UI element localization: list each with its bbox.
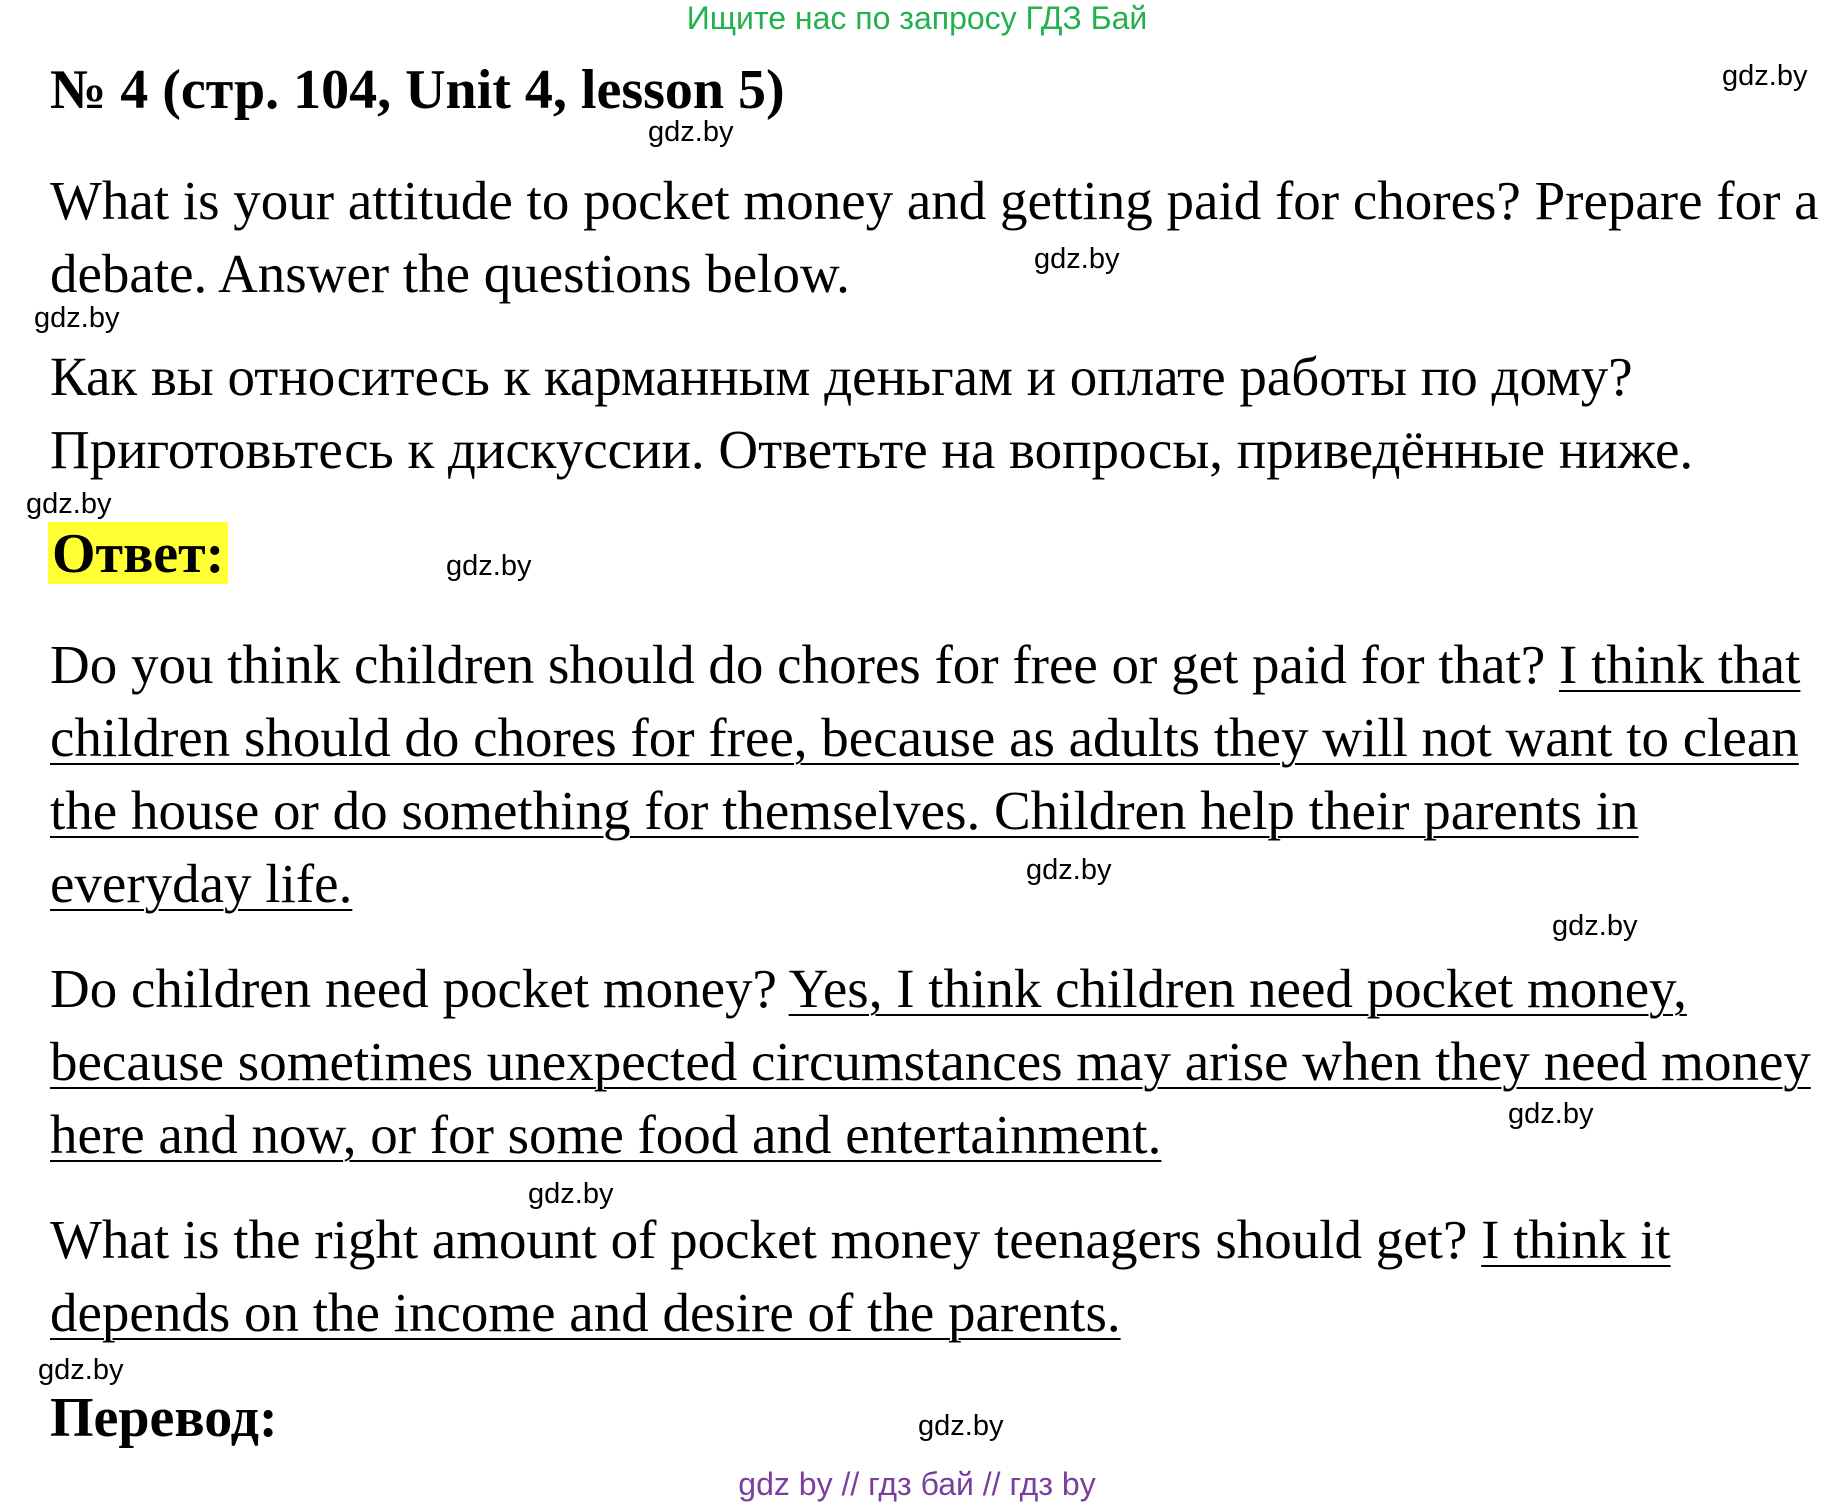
watermark: gdz.by: [38, 1354, 124, 1386]
answer-label: Ответ:: [48, 522, 228, 584]
translation-label: Перевод:: [50, 1387, 278, 1449]
watermark: gdz.by: [446, 550, 532, 582]
top-banner: Ищите нас по запросу ГДЗ Бай: [686, 0, 1148, 36]
qa-item-2: [50, 952, 1830, 1171]
watermark: gdz.by: [1552, 910, 1638, 942]
watermark: gdz.by: [26, 488, 112, 520]
bottom-banner: gdz by // гдз бай // гдз by: [738, 1466, 1096, 1502]
watermark: gdz.by: [1026, 854, 1112, 886]
answer-2: Yes, I think children need pocket money, because sometimes unexpected circumstances may arise when they need money here and now, or for some food and entertainment.: [50, 958, 1811, 1165]
qa-item-1: [50, 628, 1830, 920]
qa-item-3: [50, 1203, 1830, 1349]
answer-1: I think that children should do chores for free, because as adults they will not want to clean the house or do something for themselves. Children help their parents in everyday life.: [50, 634, 1801, 914]
task-russian: Как вы относитесь к карманным деньгам и оплате работы по дому? Приготовьтесь к дискуссии. Ответьте на вопросы, приведённые ниже.: [50, 346, 1694, 480]
watermark: gdz.by: [34, 302, 120, 334]
watermark: gdz.by: [1508, 1098, 1594, 1130]
watermark: gdz.by: [648, 116, 734, 148]
task-english: What is your attitude to pocket money and getting paid for chores? Prepare for a debate. Answer the questions below.: [50, 170, 1819, 304]
question-1: Do you think children should do chores for free or get paid for that?: [50, 634, 1546, 695]
question-3: What is the right amount of pocket money teenagers should get?: [50, 1209, 1468, 1270]
watermark: gdz.by: [1722, 60, 1808, 92]
question-2: Do children need pocket money?: [50, 958, 777, 1019]
watermark: gdz.by: [528, 1178, 614, 1210]
answer-3: I think it depends on the income and desire of the parents.: [50, 1209, 1671, 1343]
watermark: gdz.by: [918, 1410, 1004, 1442]
watermark: gdz.by: [1034, 243, 1120, 275]
exercise-title: № 4 (стр. 104, Unit 4, lesson 5): [50, 59, 785, 121]
